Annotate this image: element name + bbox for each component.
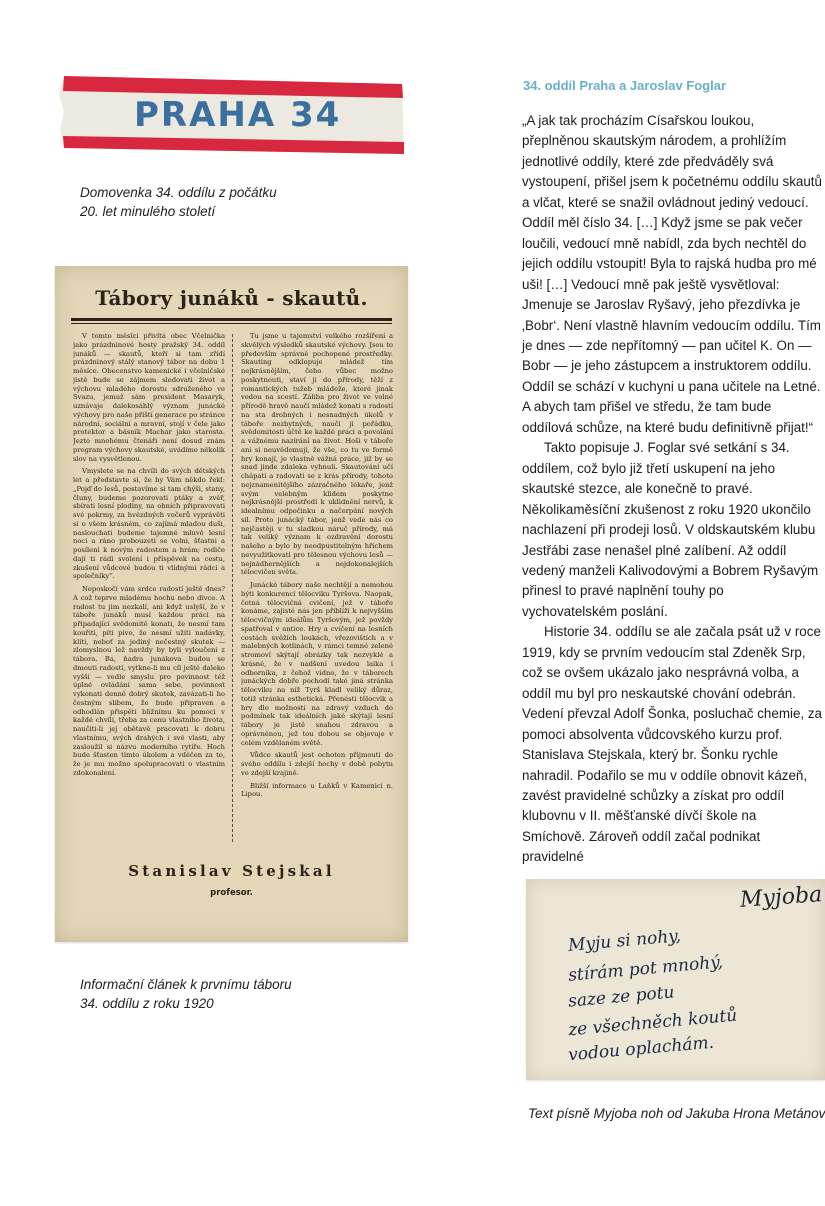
song-line: stírám pot mnohý, [567,952,724,986]
name-tape-image [58,70,408,160]
clipping-rule [71,318,392,321]
article-paragraph: Takto popisuje J. Foglar své setkání s 34. oddílem, což bylo již třetí uskupení na jeho skautské stezce, ale konečně to pravé. Několikaměsíční zkušenost z roku 1920 ukončilo nachlazení při prodeji losů. V oldskautském klubu Jestřábi zase nenašel plné zalíbení. Až oddíl vedený manželi Kalivodovými a Bobrem Ryšavým přinesl to pravé naplnění touhy po vychovatelském poslání. [522,440,819,619]
clipping-paragraph: V tomto měsíci přivítá obec Včelnička jako prázdninové hosty pražský 34. oddíl junáků — skautů, kteří si tam zřídí prázdninový stálý stanový tábor na dobu 1 měsíce. Obecenstvo kamenické i včelničské jistě bude se zájmem sledovati život a výchovu mladého dorostu sdruženého ve Svazu, jemuž sám president Masaryk, uznávaje dalekosáhlý význam junácké výchovy pro naše příští generace po stránce národní, sociální a mravní, stojí v čele jako protektor a básník Machar jako starosta. Jezto mnohému čtenáři není dosud znám program výchovy skautské, uvádíme několik slov na vysvětlenou. [73,332,225,463]
song-title: Myjoba [739,882,824,913]
article-body [522,111,822,868]
column-divider [232,334,233,842]
clipping-signature: Stanislav Stejskal [128,862,335,880]
song-manuscript [526,879,825,1080]
song-line: saze ze potu [567,982,676,1012]
clipping-paragraph: Neposkočí vám srdce radostí ještě dnes? A což teprve mladému hochu nebo dívce. A radost tu jim nezkalí, ani když uslyší, že v táboře junáků musí každou práci na připadající svědomitě konati, že nesmí tam kouřiti, píti pivo, že nesmí užíti nadávky, klíti, neboť za jediný nečestný skutek — zlomyslnou lež navždy by byli vyloučeni z tábora. Ba, ňadra junákova budou se dmouti radostí, vytkne-li mu cíl ještě daleko vyšší — vedle smyslu pro povinnost též úplné ovládání sama sebe, povinnost vykonati denně dobrý skutek, zavázati-li ho čestným slibem, že bude připraven a odhodlán přispěti bližnímu ku pomoci v každé chvíli, třeba za cenu vlastního života, naučiti-li jej obětavě pracovati k dobru vlastnímu, svých drahých i své vlasti, aby zasloužil si názvu moderního rytíře. Hoch bude šťasten tímto úkolem a vděčen za to, že je mu možno spolupracovati o vlastním zdokonalení. [73,585,225,777]
song-line: ze všechněch koutů [567,1005,738,1041]
song-caption: Text písně Myjoba noh od Jakuba Hrona Metánov [528,1106,825,1121]
clipping-paragraph: Bližší informace u Laňků v Kamenici n. Lipou. [241,781,393,799]
newspaper-clipping [55,266,408,942]
song-line: vodou oplachám. [567,1032,715,1066]
clipping-paragraph: Junácké tábory naše nechtějí a nemohou býti konkurencí tělocviku Tyršova. Naopak, četná tělocvičná cvičení, jež v táboře konáme, zajisté nás jen přiblíží k nejvyšším tělocvičným ideálům Tyršovým, jež povždy spatřoval v antice. Hry a cvičení na lesních cestách svěžích loukách, vřezovištích a v malebných kotlinách, v rámci temné zelené stromoví skýtají obrázky tak nezvyklé a krásné, že v nadšení uvedou laika i odborníka, z čehož vidno, že v táborech junáckých dobře pochodí také jiná stránka tělocviku na níž Tyrš kladl veliký důraz, totiž stránka esthetická. Přenésti tělocvik a hry dle možnosti na zdravý vzduch do podmínek tak ideálních jaké skýtají lesní tábory je jistě snahou zdravou a oprávněnou, jež tou dobou se objevuje v celém vzdělaném světě. [241,581,393,747]
clipping-column-left [73,332,225,824]
tape-text: PRAHA 34 [134,95,342,135]
clipping-caption: Informační článek k prvnímu táboru 34. oddílu z roku 1920 [80,977,292,1011]
clipping-column-right [241,332,393,840]
clipping-paragraph: Vůdce skautů jest ochoten přijmouti do svého oddílu i zdejší hochy v době pobytu ve zdejší krajině. [241,751,393,777]
article-paragraph: Historie 34. oddílu se ale začala psát už v roce 1919, kdy se prvním vedoucím stal Zdeněk Srp, což se ovšem ukázalo jako nesprávná volba, a oddíl mu byl pro neskautské chování odebrán. Vedení převzal Adolf Šonka, posluchač chemie, za pomoci absolventa vůdcovského kurzu prof. Stanislava Stejskala, který br. Šonku rychle nahradil. Podařilo se mu v oddíle obnovit kázeň, zavést pravidelné schůzky a získat pro oddíl klubovnu v II. měšťanské dívčí škole na Smíchově. Zároveň oddíl začal podnikat pravidelné [522,624,822,865]
article-paragraph: „A jak tak procházím Císařskou loukou, přeplněnou skautským národem, a prohlížím jednotlivé oddíly, které zde předváděly svá vystoupení, přišel jsem k početnému oddílu skautů a vlčat, které se snažil ovládnout jediný vedoucí. Oddíl měl číslo 34. […] Když jsme se pak večer loučili, vedoucí mně nabídl, zda bych nechtěl do jejich oddílu vstoupit! Byla to rajská hudba pro mé uši! […] Vedoucí mně pak ještě vysvětloval: Jmenuje se Jaroslav Ryšavý, jeho přezdívka je ‚Bobr‘. Není vlastně hlavním vedoucím oddílu. Tím je dnes — zde nepřítomný — pan učitel K. On — Bobr — je jeho zástupcem a instruktorem oddílu. Oddíl se schází v kuchyni u pana učitele na Letné. A abych tam přišel ve středu, že tam bude oddílová schůze, na které budu definitivně přijat!“ [522,113,822,435]
clipping-title: Tábory junáků - skautů. [95,286,368,310]
section-title: 34. oddíl Praha a Jaroslav Foglar [523,78,727,93]
song-line: Myju si nohy, [567,926,682,956]
clipping-paragraph: Vmyslete se na chvíli do svých dětských let a představte si, že by Vám někdo řekl: „Pojď do lesů, postavíme si tam chýši, stany, čluny, budeme pozorovati ptáky a zvěř, sbírati lesní plodiny, na ohních připravovati své pokrmy, za hvězdných večerů vyprávěti si o všem krásném, co zajímá mladou duši, naslouchati budeme tajemné mluvě lesní noci a ráno probouzeti se volni, šťastni a posíleni k novým radostem a hrám; rodiče dají ti rádi svolení i příspěvek na cestu, zkušení vůdcové budou ti vlídnými rádci a společníky“. [73,467,225,581]
clipping-paragraph: Tu jsme u tajemství velkého rozšíření a skvělých výsledků skautské výchovy. Jsou to především správně pochopené prostředky. Skauting odklopuje mládež tím nejkrásnějším, čeho vůbec možno poskytnouti, staví ji do přírody, těží z romantických tužeb mládeže, které jinak vedou na scestí. Záliba pro život ve volné přírodě hravě naučí mládež konati s radostí na sta drobných i nesnadných úkolů v táboře nezbytných, naučí ji pořádku, svědomitosti účtě ke každé práci a povolání a vážnému nazírání na život. Hoši v táboře ani si neuvědomují, že vše, co tu ve formě hry konají, je vlastně vážná práce, již by se snad jinde zdaleka vyhnuli. Skautování učí chápati a radovati se z krás přírody, tohoto nejznamenitějšího zázračného lékaře, jenž svým velebným klidem poskytne nejkrásnější prostředí k uklidnění nervů, k idealnímu odpočinku a načerpání nových sil. Proto junácký tábor, jenž vede nás co nejčastěji v tu sladkou náruč přírody, má tak veliký význam k ozdravění dorostu našeho a bylo by neodpustitelným hříchem nevyužitkovati pro tělesnou výchovu lesů — nejnádhernějších a nejdokonalejších tělocvičen světa. [241,332,393,577]
clipping-rule-thin [71,323,392,324]
tape-caption: Domovenka 34. oddílu z počátku 20. let minulého století [80,185,277,219]
clipping-signature-role: profesor. [210,888,253,898]
